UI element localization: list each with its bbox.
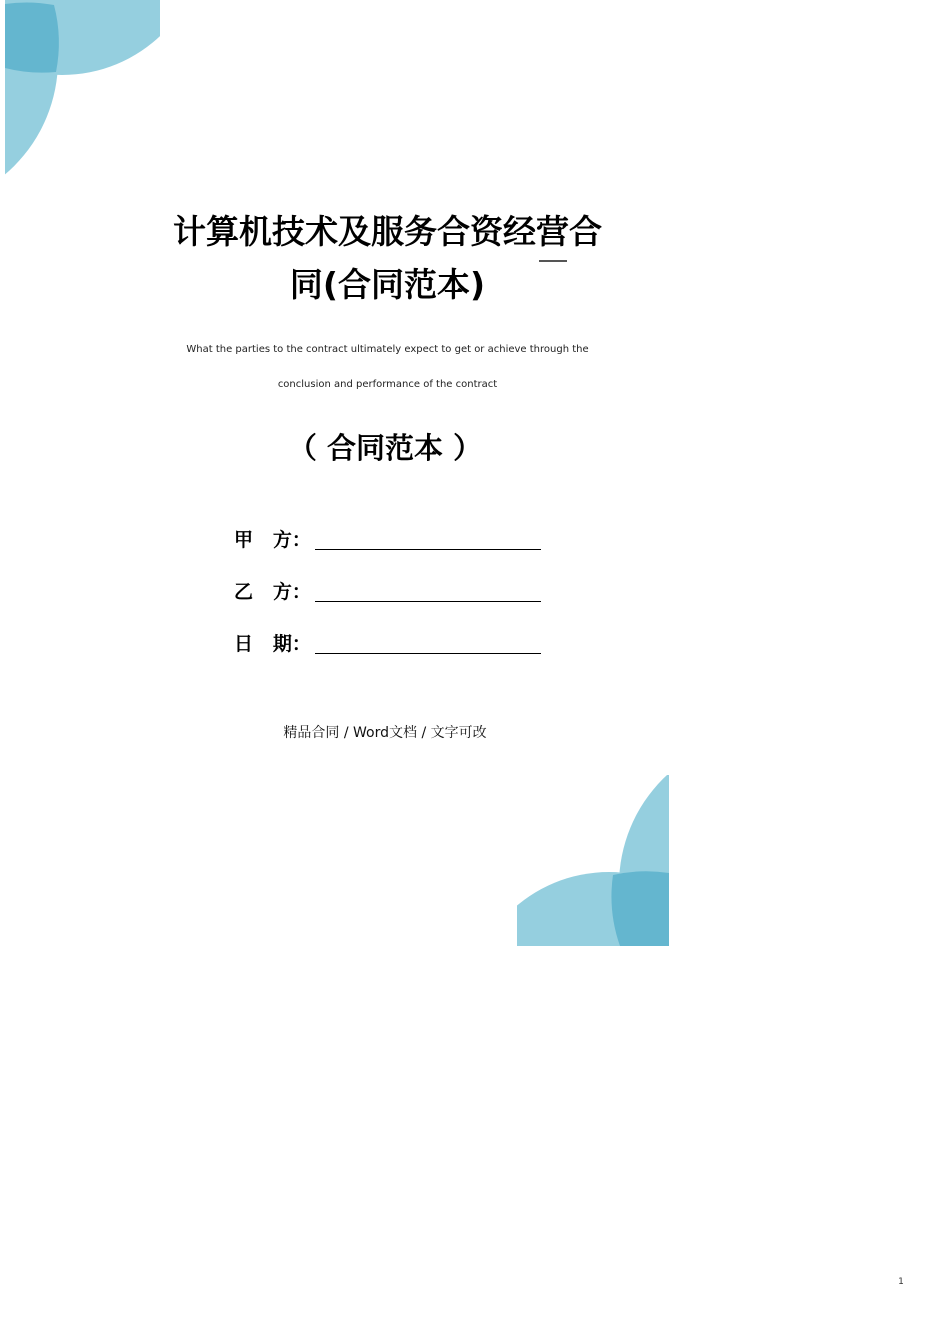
date-blank-line: [315, 653, 541, 654]
top-left-decoration: [0, 0, 160, 180]
date-label: 日 期：: [234, 633, 311, 655]
party-b-label: 乙 方：: [234, 581, 311, 603]
party-b-blank-line: [315, 601, 541, 602]
decor-overlap: [5, 2, 59, 72]
page-number: 1: [898, 1277, 904, 1287]
subtitle-line-1: What the parties to the contract ultimately expect to get or achieve through the: [186, 344, 589, 355]
decor-overlap-bottom: [611, 871, 669, 946]
document-title-line-1: 计算机技术及服务合资经营合: [173, 212, 602, 251]
bottom-right-decoration: [517, 775, 670, 948]
contract-sample-label: （ 合同范本 ）: [287, 431, 483, 465]
title-dash-mark: [539, 260, 567, 262]
document-title-line-2: 同(合同范本): [289, 265, 486, 304]
footer-note: 精品合同 / Word文档 / 文字可改: [283, 725, 487, 741]
party-a-blank-line: [315, 549, 541, 550]
subtitle-line-2: conclusion and performance of the contract: [277, 379, 498, 390]
party-a-label: 甲 方：: [234, 529, 311, 551]
